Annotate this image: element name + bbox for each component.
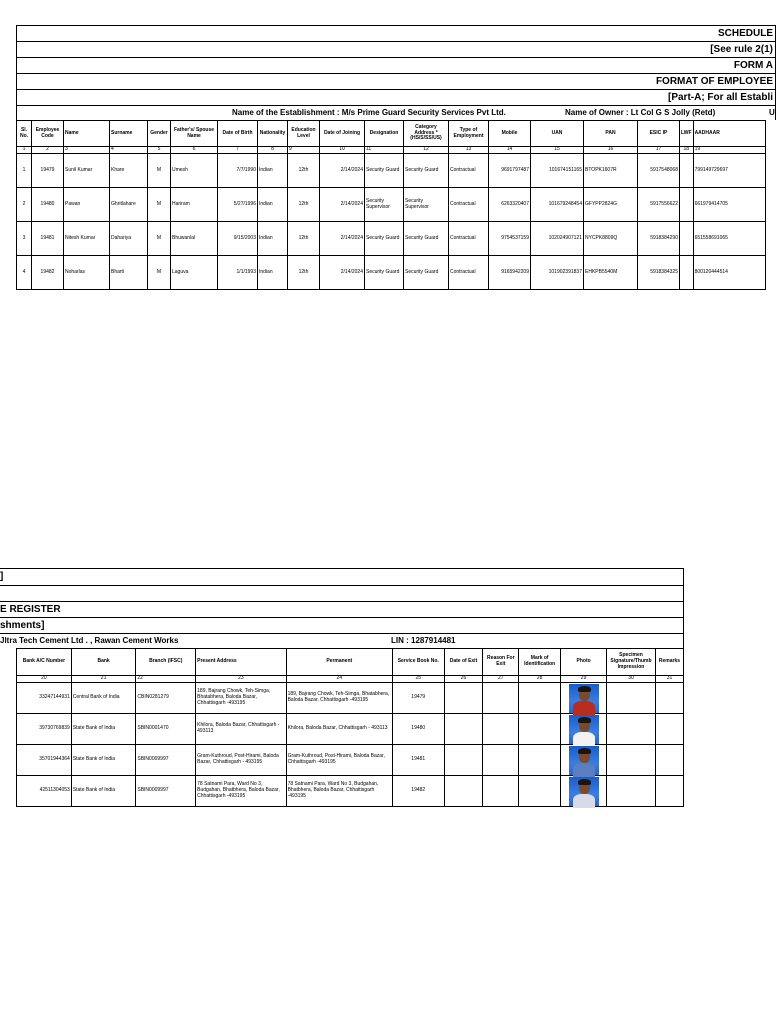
form-a-part-two	[0, 568, 684, 807]
col-header-branch-ifsc: Branch (IFSC)	[136, 649, 196, 676]
col-header-present-address: Present Address	[196, 649, 286, 676]
table-row	[17, 714, 684, 745]
cell-esic-ip: 5918384325	[638, 256, 680, 290]
column-number: 24	[286, 676, 392, 683]
cell-specimen-signature	[607, 714, 656, 745]
table-row	[17, 683, 684, 714]
column-number: 30	[607, 676, 656, 683]
cell-lwf	[680, 222, 694, 256]
cell-specimen-signature	[607, 683, 656, 714]
cell-lwf	[680, 154, 694, 188]
col-header-specimen-signature: Specimen Signature/Thumb Impression	[607, 649, 656, 676]
cell-category: Security Guard	[404, 154, 449, 188]
format-title: FORMAT OF EMPLOYEE	[16, 73, 776, 89]
cell-category: Security Guard	[404, 222, 449, 256]
cell-mark-of-identification	[519, 714, 561, 745]
cell-bank: State Bank of India	[71, 745, 136, 776]
part-title-continued: shments]	[0, 617, 684, 633]
employee-table	[16, 120, 766, 290]
cell-name: Nitesh Kumar	[64, 222, 110, 256]
cell-pan: NYCPK8809Q	[584, 222, 638, 256]
cell-present-address: 78 Satnami Para, Ward No 3, Budgahan, Bhatbhera, Baloda Bazar, Chhattisgarh -493195	[196, 776, 286, 807]
bank-address-table	[16, 648, 684, 807]
cell-date-of-joining: 2/14/2024	[320, 188, 365, 222]
column-number: 4	[110, 147, 148, 154]
cell-surname: Bharti	[110, 256, 148, 290]
header-row	[17, 121, 766, 147]
cell-photo	[561, 776, 607, 807]
column-number: 21	[71, 676, 136, 683]
column-number: 8	[258, 147, 288, 154]
cell-lwf	[680, 188, 694, 222]
rule-reference-continued: ]	[0, 568, 684, 585]
cell-esic-ip: 5917548068	[638, 154, 680, 188]
column-number: 26	[444, 676, 483, 683]
col-header-education-level: Education Level	[288, 121, 320, 147]
col-header-aadhaar: AADHAAR	[693, 121, 765, 147]
column-number: 12	[404, 147, 449, 154]
person-photo-icon	[569, 746, 599, 775]
col-header-remarks: Remarks	[655, 649, 683, 676]
cell-sl-no: 4	[17, 256, 32, 290]
col-header-uan: UAN	[531, 121, 584, 147]
cell-branch-ifsc: SBIN0009997	[136, 745, 196, 776]
lin-number: LIN : 1287914481	[391, 636, 456, 645]
establishment-line	[16, 105, 776, 120]
cell-mobile: 9691797487	[489, 154, 531, 188]
cell-permanent-address: Gram-Kuthroud, Post-Hirami, Baloda Bazar, Chhattisgarh -493195	[286, 745, 392, 776]
cell-photo	[561, 714, 607, 745]
cell-father-spouse-name: Umesh	[171, 154, 218, 188]
col-header-photo: Photo	[561, 649, 607, 676]
cell-branch-ifsc: SBIN0001470	[136, 714, 196, 745]
cell-category: Security Supervisor	[404, 188, 449, 222]
cell-remarks	[655, 714, 683, 745]
cell-specimen-signature	[607, 745, 656, 776]
cell-father-spouse-name: Laguva	[171, 256, 218, 290]
photo-hair	[578, 748, 591, 754]
table-row	[17, 776, 684, 807]
cell-education-level: 12th	[288, 256, 320, 290]
cell-bank: State Bank of India	[71, 776, 136, 807]
cell-bank-account-number: 33247144931	[17, 683, 72, 714]
cell-date-of-exit	[444, 745, 483, 776]
col-header-father-spouse-name: Father's/ Spouse Name	[171, 121, 218, 147]
column-number: 1	[17, 147, 32, 154]
person-photo-icon	[569, 777, 599, 806]
column-number: 23	[196, 676, 286, 683]
cell-photo	[561, 745, 607, 776]
column-number: 28	[519, 676, 561, 683]
principal-employer: Jltra Tech Cement Ltd . , Rawan Cement Works	[0, 636, 179, 645]
col-header-date-of-birth: Date of Birth	[218, 121, 258, 147]
column-number: 6	[171, 147, 218, 154]
cell-mobile: 9754537159	[489, 222, 531, 256]
col-header-permanent-address: Permanent	[286, 649, 392, 676]
cell-father-spouse-name: Hariram	[171, 188, 218, 222]
col-header-mobile: Mobile	[489, 121, 531, 147]
column-number: 29	[561, 676, 607, 683]
cell-type-of-employment: Contractual	[449, 222, 489, 256]
cell-name: Pawan	[64, 188, 110, 222]
photo-shirt	[573, 763, 595, 777]
photo-hair	[578, 717, 591, 723]
cell-employee-code: 19481	[32, 222, 64, 256]
cell-uan: 102024907121	[531, 222, 584, 256]
cell-aadhaar: 800120444514	[693, 256, 765, 290]
column-number: 17	[638, 147, 680, 154]
cell-sl-no: 2	[17, 188, 32, 222]
cell-mark-of-identification	[519, 776, 561, 807]
cell-bank-account-number: 42511304053	[17, 776, 72, 807]
cell-lwf	[680, 256, 694, 290]
photo-hair	[578, 686, 591, 692]
cell-designation: Security Guard	[365, 222, 404, 256]
cell-date-of-exit	[444, 776, 483, 807]
cell-designation: Security Guard	[365, 154, 404, 188]
cell-nationality: Indian	[258, 188, 288, 222]
cell-esic-ip: 5918384290	[638, 222, 680, 256]
column-number: 7	[218, 147, 258, 154]
part-title: [Part-A; For all Establi	[16, 89, 776, 105]
schedule-heading: SCHEDULE	[16, 25, 776, 41]
cell-employee-code: 19480	[32, 188, 64, 222]
cell-date-of-joining: 2/14/2024	[320, 154, 365, 188]
col-header-designation: Designation	[365, 121, 404, 147]
col-header-mark-of-identification: Mark of Identification	[519, 649, 561, 676]
table-row	[17, 154, 766, 188]
cell-bank: State Bank of India	[71, 714, 136, 745]
cell-date-of-exit	[444, 714, 483, 745]
column-number: 15	[531, 147, 584, 154]
cell-permanent-address: 189, Bajrang Chowk, Teh-Simga, Bhatabhera, Baloda Bazar, Chhattisgarh -493195	[286, 683, 392, 714]
cell-date-of-birth: 5/27/1996	[218, 188, 258, 222]
cell-education-level: 12th	[288, 154, 320, 188]
cell-name: Noharlas	[64, 256, 110, 290]
cell-surname: Ghritlahare	[110, 188, 148, 222]
column-number: 27	[483, 676, 519, 683]
cell-nationality: Indian	[258, 256, 288, 290]
column-number: 10	[320, 147, 365, 154]
cell-uan: 101674151165	[531, 154, 584, 188]
cell-mobile: 9165942209	[489, 256, 531, 290]
cell-date-of-birth: 9/15/2003	[218, 222, 258, 256]
establishment-name: Name of the Establishment : M/s Prime Guard Security Services Pvt Ltd.	[232, 108, 506, 117]
col-header-nationality: Nationality	[258, 121, 288, 147]
cell-present-address: Khilora, Baloda Bazar, Chhattisgarh - 493113	[196, 714, 286, 745]
cell-nationality: Indian	[258, 222, 288, 256]
column-number: 31	[655, 676, 683, 683]
establishment-line-continued	[0, 633, 684, 648]
cell-uan: 101679248454	[531, 188, 584, 222]
photo-shirt	[573, 732, 595, 746]
photo-shirt	[573, 701, 595, 715]
cell-mobile: 6263320407	[489, 188, 531, 222]
cell-type-of-employment: Contractual	[449, 154, 489, 188]
register-title: E REGISTER	[0, 601, 684, 617]
rule-reference: [See rule 2(1)	[16, 41, 776, 57]
cell-esic-ip: 5917556622	[638, 188, 680, 222]
header-row	[17, 649, 684, 676]
cell-designation: Security Guard	[365, 256, 404, 290]
cell-gender: M	[148, 256, 171, 290]
blank-line	[0, 585, 684, 601]
cell-nationality: Indian	[258, 154, 288, 188]
column-number: 14	[489, 147, 531, 154]
col-header-date-of-joining: Date of Joining	[320, 121, 365, 147]
col-header-date-of-exit: Date of Exit	[444, 649, 483, 676]
column-number: 2	[32, 147, 64, 154]
truncated-text: U	[769, 108, 775, 117]
cell-aadhaar: 651558691065	[693, 222, 765, 256]
col-header-esic-ip: ESIC IP	[638, 121, 680, 147]
cell-remarks	[655, 776, 683, 807]
col-header-gender: Gender	[148, 121, 171, 147]
cell-bank-account-number: 39730769839	[17, 714, 72, 745]
cell-type-of-employment: Contractual	[449, 256, 489, 290]
photo-hair	[578, 779, 591, 785]
cell-date-of-joining: 2/14/2024	[320, 256, 365, 290]
column-number: 25	[392, 676, 444, 683]
cell-surname: Khare	[110, 154, 148, 188]
cell-type-of-employment: Contractual	[449, 188, 489, 222]
col-header-type-of-employment: Type of Employment	[449, 121, 489, 147]
cell-branch-ifsc: SBIN0009997	[136, 776, 196, 807]
cell-mark-of-identification	[519, 683, 561, 714]
cell-service-book-no: 19482	[392, 776, 444, 807]
cell-name: Sunil Kumar	[64, 154, 110, 188]
column-number: 9	[288, 147, 320, 154]
cell-category: Security Guard	[404, 256, 449, 290]
cell-surname: Dahariya	[110, 222, 148, 256]
column-number: 19	[693, 147, 765, 154]
column-number: 22	[136, 676, 196, 683]
col-header-pan: PAN	[584, 121, 638, 147]
cell-branch-ifsc: CBIN0281279	[136, 683, 196, 714]
person-photo-icon	[569, 715, 599, 744]
cell-sl-no: 3	[17, 222, 32, 256]
cell-designation: Security Supervisor	[365, 188, 404, 222]
person-photo-icon	[569, 684, 599, 713]
col-header-reason-for-exit: Reason For Exit	[483, 649, 519, 676]
cell-service-book-no: 19480	[392, 714, 444, 745]
col-header-service-book-no: Service Book No.	[392, 649, 444, 676]
cell-bank-account-number: 35701944364	[17, 745, 72, 776]
column-number: 16	[584, 147, 638, 154]
cell-education-level: 12th	[288, 222, 320, 256]
col-header-surname: Surname	[110, 121, 148, 147]
cell-aadhaar: 661979414705	[693, 188, 765, 222]
col-header-sl-no: Sl. No.	[17, 121, 32, 147]
column-number: 5	[148, 147, 171, 154]
cell-present-address: Gram-Kuthroud, Post-Hirami, Baloda Bazar, Chhattisgarh - 493195	[196, 745, 286, 776]
cell-remarks	[655, 745, 683, 776]
cell-employee-code: 19479	[32, 154, 64, 188]
cell-photo	[561, 683, 607, 714]
cell-sl-no: 1	[17, 154, 32, 188]
column-number: 20	[17, 676, 72, 683]
cell-service-book-no: 19479	[392, 683, 444, 714]
table-row	[17, 256, 766, 290]
cell-date-of-birth: 7/7/1990	[218, 154, 258, 188]
form-title: FORM A	[16, 57, 776, 73]
col-header-name: Name	[64, 121, 110, 147]
cell-father-spouse-name: Bhuwanlal	[171, 222, 218, 256]
cell-pan: BTOPK1607R	[584, 154, 638, 188]
cell-gender: M	[148, 154, 171, 188]
cell-reason-for-exit	[483, 714, 519, 745]
col-header-bank-account-number: Bank A/C Number	[17, 649, 72, 676]
cell-bank: Central Bank of India	[71, 683, 136, 714]
cell-aadhaar: 799149729697	[693, 154, 765, 188]
column-number-row	[17, 147, 766, 154]
col-header-category: Category Address *(HS/S/SS/US)	[404, 121, 449, 147]
cell-specimen-signature	[607, 776, 656, 807]
cell-uan: 101902391837	[531, 256, 584, 290]
cell-gender: M	[148, 188, 171, 222]
table-row	[17, 188, 766, 222]
column-number: 11	[365, 147, 404, 154]
table-row	[17, 745, 684, 776]
col-header-employee-code: Employee Code	[32, 121, 64, 147]
cell-gender: M	[148, 222, 171, 256]
column-number-row	[17, 676, 684, 683]
cell-reason-for-exit	[483, 683, 519, 714]
table-row	[17, 222, 766, 256]
column-number: 18	[680, 147, 694, 154]
cell-mark-of-identification	[519, 745, 561, 776]
cell-date-of-joining: 2/14/2024	[320, 222, 365, 256]
cell-education-level: 12th	[288, 188, 320, 222]
column-number: 3	[64, 147, 110, 154]
col-header-bank: Bank	[71, 649, 136, 676]
owner-name: Name of Owner : Lt Col G S Jolly (Retd)	[565, 108, 716, 117]
cell-pan: EHKPB5540M	[584, 256, 638, 290]
col-header-lwf: LWF	[680, 121, 694, 147]
cell-service-book-no: 19481	[392, 745, 444, 776]
cell-reason-for-exit	[483, 745, 519, 776]
cell-date-of-birth: 1/1/1993	[218, 256, 258, 290]
cell-pan: GFYPP2824G	[584, 188, 638, 222]
form-a-part-one	[16, 25, 776, 290]
cell-permanent-address: Khilora, Baloda Bazar, Chhattisgarh - 493113	[286, 714, 392, 745]
cell-present-address: 189, Bajrang Chowk, Teh-Simga, Bhatabhera, Baloda Bazar, Chhattisgarh -493195	[196, 683, 286, 714]
photo-shirt	[573, 794, 595, 808]
cell-reason-for-exit	[483, 776, 519, 807]
column-number: 13	[449, 147, 489, 154]
cell-permanent-address: 78 Satnami Para, Ward No 3, Budgahan, Bhatbhera, Baloda Bazar, Chhattisgarh -493195	[286, 776, 392, 807]
cell-employee-code: 19482	[32, 256, 64, 290]
cell-date-of-exit	[444, 683, 483, 714]
cell-remarks	[655, 683, 683, 714]
